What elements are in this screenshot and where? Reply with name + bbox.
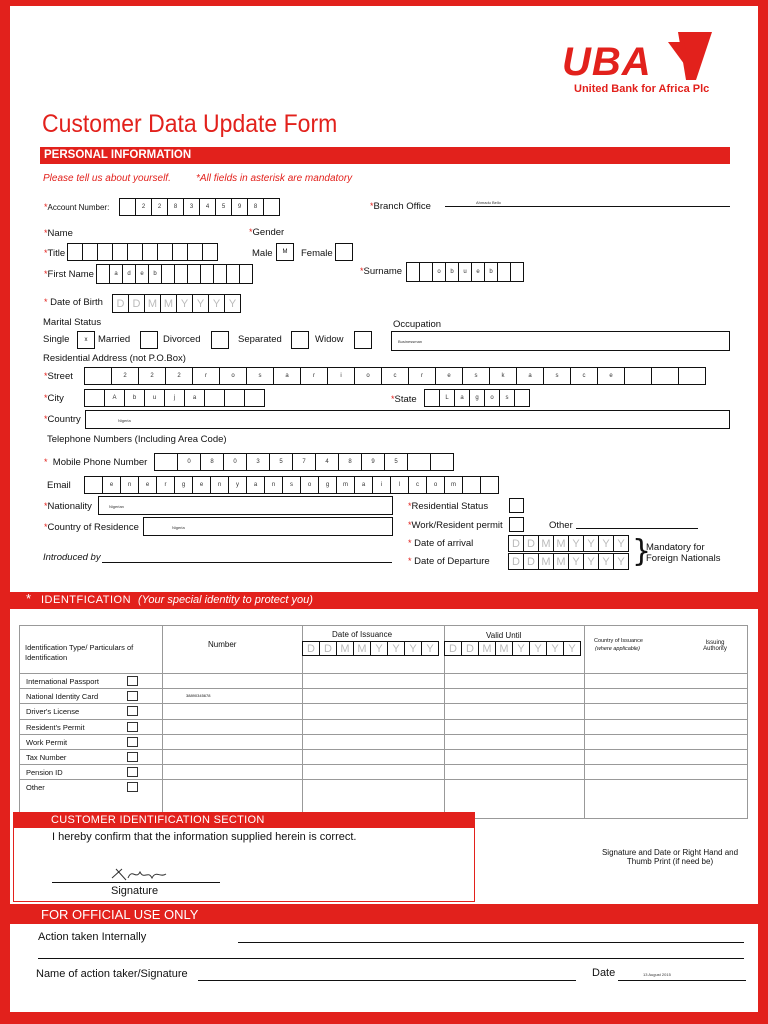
taker-label: Name of action taker/Signature (36, 968, 188, 980)
state-label: *State (391, 394, 417, 405)
char-box[interactable]: Y (568, 535, 584, 552)
char-box[interactable]: Y (512, 641, 530, 656)
occupation-field[interactable] (391, 331, 730, 351)
char-box[interactable]: Y (598, 553, 614, 570)
branch-office-value: Ahmadu Bello (476, 200, 501, 205)
char-box[interactable]: M (353, 641, 371, 656)
char-box[interactable] (226, 264, 240, 284)
date-line[interactable] (618, 980, 746, 981)
char-box[interactable] (84, 389, 105, 407)
char-box[interactable]: Y (387, 641, 405, 656)
char-box[interactable]: Y (613, 535, 629, 552)
col-type-header: Identification Type/ Particulars of Identification (25, 643, 134, 662)
char-box[interactable]: b (445, 262, 459, 282)
table-row (20, 764, 747, 779)
date-departure-label: * Date of Departure (408, 556, 490, 567)
char-box[interactable] (213, 264, 227, 284)
street-label: *Street (44, 371, 73, 382)
customer-id-title: CUSTOMER IDENTIFICATION SECTION (51, 814, 265, 826)
char-box[interactable] (624, 367, 652, 385)
char-box[interactable]: b (484, 262, 498, 282)
id-type-label: Driver's License (26, 707, 80, 717)
char-box[interactable]: e (435, 367, 463, 385)
char-box[interactable] (67, 243, 83, 261)
char-box[interactable]: u (144, 389, 165, 407)
col-country-note: (where applicable) (595, 646, 640, 652)
address-label: Residential Address (not P.O.Box) (43, 353, 186, 364)
id-type-label: Tax Number (26, 752, 67, 762)
char-box[interactable]: M (553, 535, 569, 552)
table-row (20, 673, 747, 688)
char-box[interactable] (119, 198, 136, 216)
surname-label: *Surname (360, 266, 403, 277)
occupation-value: Businessman (398, 339, 423, 344)
residential-status-label: *Residential Status (408, 501, 489, 512)
char-box[interactable] (82, 243, 98, 261)
col-authority-header: Issuing Authority (703, 640, 727, 652)
char-box[interactable]: Y (613, 553, 629, 570)
char-box[interactable]: M (144, 294, 161, 313)
date-departure-field[interactable] (509, 553, 629, 570)
id-type-checkbox[interactable] (127, 722, 138, 732)
married-label: Married (98, 334, 131, 345)
date-value: 13 August 2015 (643, 972, 671, 977)
char-box[interactable] (407, 453, 431, 471)
char-box[interactable] (161, 264, 175, 284)
char-box[interactable]: 8 (167, 198, 184, 216)
identification-title: IDENTFICATION (41, 594, 132, 606)
female-checkbox[interactable] (335, 243, 353, 261)
nationality-value: Nigerian (109, 504, 124, 509)
char-box[interactable]: i (327, 367, 355, 385)
nationality-label: *Nationality (44, 501, 92, 512)
char-box[interactable]: Y (563, 641, 581, 656)
email-label: Email (47, 480, 71, 491)
char-box[interactable]: Y (176, 294, 193, 313)
char-box[interactable]: A (104, 389, 125, 407)
frame-top (0, 0, 768, 6)
char-box[interactable]: o (219, 367, 247, 385)
char-box[interactable]: e (471, 262, 485, 282)
divorced-label: Divorced (163, 334, 201, 345)
char-box[interactable]: g (174, 476, 193, 494)
dob-label: * Date of Birth (44, 297, 103, 308)
char-box[interactable]: 9 (231, 198, 248, 216)
char-box[interactable] (84, 367, 112, 385)
foreign-note-1: Mandatory for (646, 542, 705, 553)
char-box[interactable]: D (319, 641, 337, 656)
signature-note: Signature and Date or Right Hand and Thumb Print (if need be) (601, 848, 739, 866)
char-box[interactable] (480, 476, 499, 494)
char-box[interactable]: u (458, 262, 472, 282)
table-row (20, 703, 747, 718)
country-residence-label: *Country of Residence (44, 522, 139, 533)
char-box[interactable]: m (336, 476, 355, 494)
char-box[interactable]: l (390, 476, 409, 494)
char-box[interactable]: L (439, 389, 455, 407)
divorced-checkbox[interactable] (211, 331, 229, 349)
char-box[interactable]: M (478, 641, 496, 656)
char-box[interactable]: 4 (315, 453, 339, 471)
occupation-label: Occupation (393, 319, 442, 330)
char-box[interactable] (651, 367, 679, 385)
char-box[interactable]: n (264, 476, 283, 494)
char-box[interactable] (154, 453, 178, 471)
char-box[interactable]: y (228, 476, 247, 494)
introduced-by-label: Introduced by (43, 552, 101, 563)
date-arrival-field[interactable] (509, 535, 629, 552)
char-box[interactable]: D (302, 641, 320, 656)
work-permit-label: *Work/Resident permit (408, 520, 503, 531)
table-row (20, 779, 747, 794)
brace-icon: } (632, 534, 652, 569)
char-box[interactable]: a (246, 476, 265, 494)
char-box[interactable]: Y (546, 641, 564, 656)
char-box[interactable]: s (246, 367, 274, 385)
id-type-checkbox[interactable] (127, 767, 138, 777)
char-box[interactable]: e (102, 476, 121, 494)
char-box[interactable]: M (538, 535, 554, 552)
char-box[interactable]: 5 (215, 198, 232, 216)
other-line[interactable] (576, 528, 698, 529)
mobile-field[interactable] (155, 453, 454, 471)
char-box[interactable]: 8 (200, 453, 224, 471)
city-label: *City (44, 393, 64, 404)
char-box[interactable] (112, 243, 128, 261)
id-type-label: Work Permit (26, 737, 68, 747)
char-box[interactable] (406, 262, 420, 282)
char-box[interactable]: c (570, 367, 598, 385)
char-box[interactable]: n (210, 476, 229, 494)
char-box[interactable]: 5 (384, 453, 408, 471)
id-type-label: National Identity Card (26, 692, 99, 702)
char-box[interactable]: 3 (246, 453, 270, 471)
country-value: Nigeria (118, 418, 131, 423)
country-residence-field[interactable] (143, 517, 393, 536)
char-box[interactable] (514, 389, 530, 407)
city-field[interactable] (85, 389, 265, 407)
char-box[interactable]: a (109, 264, 123, 284)
table-row (20, 719, 747, 734)
country-label: *Country (44, 414, 81, 425)
char-box[interactable]: Y (568, 553, 584, 570)
char-box[interactable]: r (408, 367, 436, 385)
page-title: Customer Data Update Form (42, 110, 338, 138)
signature-label: Signature (111, 885, 159, 897)
char-box[interactable] (157, 243, 173, 261)
dob-field[interactable] (113, 294, 241, 313)
id-type-label: International Passport (26, 677, 99, 686)
table-row (20, 688, 747, 703)
female-label: Female (301, 248, 333, 259)
issuance-date-boxes[interactable] (303, 641, 439, 656)
id-type-checkbox[interactable] (127, 676, 138, 686)
action-label: Action taken Internally (38, 931, 147, 943)
male-label: Male (252, 248, 273, 259)
title-field[interactable] (68, 243, 218, 261)
mobile-label: * Mobile Phone Number (44, 457, 148, 468)
char-box[interactable]: a (454, 389, 470, 407)
char-box[interactable]: M (336, 641, 354, 656)
char-box[interactable]: 4 (199, 198, 216, 216)
char-box[interactable]: D (523, 553, 539, 570)
char-box[interactable]: o (300, 476, 319, 494)
title-label: *Title (44, 248, 66, 259)
char-box[interactable] (430, 453, 454, 471)
char-box[interactable]: Y (421, 641, 439, 656)
char-box[interactable]: 7 (292, 453, 316, 471)
char-box[interactable]: Y (404, 641, 422, 656)
char-box[interactable]: 2 (151, 198, 168, 216)
table-row (20, 749, 747, 764)
char-box[interactable]: D (461, 641, 479, 656)
char-box[interactable]: e (597, 367, 625, 385)
char-box[interactable]: 3 (183, 198, 200, 216)
char-box[interactable] (172, 243, 188, 261)
char-box[interactable]: b (124, 389, 145, 407)
char-box[interactable] (678, 367, 706, 385)
logo-subtitle: United Bank for Africa Plc (574, 83, 710, 95)
char-box[interactable] (462, 476, 481, 494)
char-box[interactable] (142, 243, 158, 261)
char-box[interactable]: g (469, 389, 485, 407)
frame-right (758, 0, 768, 1024)
telephone-label: Telephone Numbers (Including Area Code) (47, 434, 227, 445)
intro-text: Please tell us about yourself. (43, 173, 171, 184)
first-name-field[interactable] (97, 264, 253, 284)
col-issuance-header: Date of Issuance (332, 630, 393, 639)
date-label: Date (592, 967, 616, 979)
taker-line[interactable] (198, 980, 576, 981)
single-label: Single (43, 334, 70, 345)
char-box[interactable] (510, 262, 524, 282)
street-field[interactable] (85, 367, 706, 385)
char-box[interactable]: D (128, 294, 145, 313)
state-field[interactable] (425, 389, 530, 407)
country-field[interactable] (85, 410, 730, 429)
char-box[interactable] (174, 264, 188, 284)
widow-label: Widow (315, 334, 344, 345)
id-type-checkbox[interactable] (127, 737, 138, 747)
char-box[interactable]: D (112, 294, 129, 313)
char-box[interactable]: 9 (361, 453, 385, 471)
logo (562, 40, 652, 85)
char-box[interactable]: 2 (135, 198, 152, 216)
char-box[interactable]: e (135, 264, 149, 284)
col-country-header: Country of Issuance (594, 638, 643, 644)
char-box[interactable]: 5 (269, 453, 293, 471)
account-number-field[interactable] (120, 198, 280, 216)
char-box[interactable]: a (184, 389, 205, 407)
id-type-checkbox[interactable] (127, 752, 138, 762)
signature-line[interactable] (52, 882, 220, 883)
char-box[interactable]: D (508, 535, 524, 552)
id-type-checkbox[interactable] (127, 706, 138, 716)
char-box[interactable]: Y (208, 294, 225, 313)
logo-mark-icon (668, 32, 712, 82)
char-box[interactable] (187, 264, 201, 284)
char-box[interactable]: a (273, 367, 301, 385)
char-box[interactable]: r (192, 367, 220, 385)
char-box[interactable] (244, 389, 265, 407)
char-box[interactable]: Y (598, 535, 614, 552)
char-box[interactable]: 0 (177, 453, 201, 471)
char-box[interactable]: e (192, 476, 211, 494)
single-checkbox[interactable]: x (77, 331, 95, 349)
char-box[interactable]: Y (583, 553, 599, 570)
char-box[interactable]: D (508, 553, 524, 570)
char-box[interactable]: s (543, 367, 571, 385)
char-box[interactable] (239, 264, 253, 284)
frame-bottom (0, 1012, 768, 1024)
char-box[interactable]: Y (583, 535, 599, 552)
gender-label: *Gender (249, 227, 285, 238)
char-box[interactable] (224, 389, 245, 407)
char-box[interactable]: M (495, 641, 513, 656)
action-line-1[interactable] (238, 942, 744, 943)
char-box[interactable]: c (408, 476, 427, 494)
char-box[interactable] (200, 264, 214, 284)
name-label: *Name (44, 228, 73, 239)
char-box[interactable]: o (426, 476, 445, 494)
char-box[interactable]: a (516, 367, 544, 385)
char-box[interactable]: M (160, 294, 177, 313)
foreign-note-2: Foreign Nationals (646, 553, 721, 564)
char-box[interactable]: 8 (247, 198, 264, 216)
official-title: FOR OFFICIAL USE ONLY (41, 907, 199, 922)
frame-left (0, 0, 10, 1024)
id-type-label: Other (26, 783, 45, 793)
account-number-label: *Account Number: (44, 202, 110, 212)
char-box[interactable]: D (523, 535, 539, 552)
identification-subtitle: (Your special identity to protect you) (138, 594, 313, 606)
char-box[interactable]: b (148, 264, 162, 284)
action-line-2[interactable] (38, 958, 744, 959)
id-type-label: Resident's Permit (26, 722, 85, 732)
char-box[interactable] (204, 389, 225, 407)
char-box[interactable]: o (484, 389, 500, 407)
char-box[interactable]: j (164, 389, 185, 407)
char-box[interactable]: k (489, 367, 517, 385)
char-box[interactable]: i (372, 476, 391, 494)
char-box[interactable] (96, 264, 110, 284)
char-box[interactable]: 2 (111, 367, 139, 385)
char-box[interactable]: 0 (223, 453, 247, 471)
separated-checkbox[interactable] (291, 331, 309, 349)
char-box[interactable] (497, 262, 511, 282)
char-box[interactable]: e (138, 476, 157, 494)
separated-label: Separated (238, 334, 282, 345)
nationality-field[interactable] (98, 496, 393, 515)
char-box[interactable]: s (282, 476, 301, 494)
id-type-label: Pension ID (26, 768, 63, 778)
widow-checkbox[interactable] (354, 331, 372, 349)
mandatory-note: *All fields in asterisk are mandatory (196, 173, 353, 184)
col-valid-header: Valid Until (486, 631, 522, 640)
char-box[interactable] (84, 476, 103, 494)
residential-status-checkbox[interactable] (509, 498, 524, 513)
introduced-by-line[interactable] (102, 562, 392, 563)
id-type-checkbox[interactable] (127, 691, 138, 701)
char-box[interactable]: s (499, 389, 515, 407)
marital-status-label: Marital Status (43, 317, 102, 328)
work-permit-checkbox[interactable] (509, 517, 524, 532)
id-number-value: 38890345678 (186, 693, 211, 699)
char-box[interactable] (202, 243, 218, 261)
surname-field[interactable] (407, 262, 524, 282)
first-name-label: *First Name (44, 269, 94, 280)
char-box[interactable]: d (122, 264, 136, 284)
id-type-checkbox[interactable] (127, 782, 138, 792)
male-checkbox[interactable]: M (276, 243, 294, 261)
country-residence-value: Nigeria (172, 525, 185, 530)
married-checkbox[interactable] (140, 331, 158, 349)
branch-office-label: *Branch Office (370, 201, 431, 212)
date-arrival-label: * Date of arrival (408, 538, 474, 549)
char-box[interactable]: m (444, 476, 463, 494)
char-box[interactable]: M (538, 553, 554, 570)
char-box[interactable]: Y (192, 294, 209, 313)
valid-date-boxes[interactable] (445, 641, 581, 656)
char-box[interactable]: D (444, 641, 462, 656)
personal-section-header: PERSONAL INFORMATION (40, 147, 730, 164)
char-box[interactable]: a (354, 476, 373, 494)
char-box[interactable] (263, 198, 280, 216)
char-box[interactable]: Y (224, 294, 241, 313)
char-box[interactable] (127, 243, 143, 261)
identification-star: * (26, 591, 32, 606)
email-field[interactable] (85, 476, 499, 494)
char-box[interactable]: Y (529, 641, 547, 656)
char-box[interactable]: Y (370, 641, 388, 656)
char-box[interactable]: c (381, 367, 409, 385)
char-box[interactable]: 2 (165, 367, 193, 385)
char-box[interactable]: g (318, 476, 337, 494)
table-row (20, 734, 747, 749)
char-box[interactable]: r (300, 367, 328, 385)
char-box[interactable]: n (120, 476, 139, 494)
logo-text: UBA (562, 40, 652, 84)
char-box[interactable] (187, 243, 203, 261)
branch-office-line[interactable] (445, 206, 730, 207)
char-box[interactable]: o (354, 367, 382, 385)
char-box[interactable]: o (432, 262, 446, 282)
char-box[interactable] (424, 389, 440, 407)
confirm-text: I hereby confirm that the information supplied herein is correct. (52, 831, 357, 843)
char-box[interactable]: M (553, 553, 569, 570)
char-box[interactable]: 8 (338, 453, 362, 471)
other-label: Other (549, 520, 573, 531)
char-box[interactable]: r (156, 476, 175, 494)
char-box[interactable]: 2 (138, 367, 166, 385)
col-number-header: Number (208, 640, 237, 649)
char-box[interactable]: s (462, 367, 490, 385)
id-rows (20, 673, 747, 795)
char-box[interactable] (97, 243, 113, 261)
char-box[interactable] (419, 262, 433, 282)
